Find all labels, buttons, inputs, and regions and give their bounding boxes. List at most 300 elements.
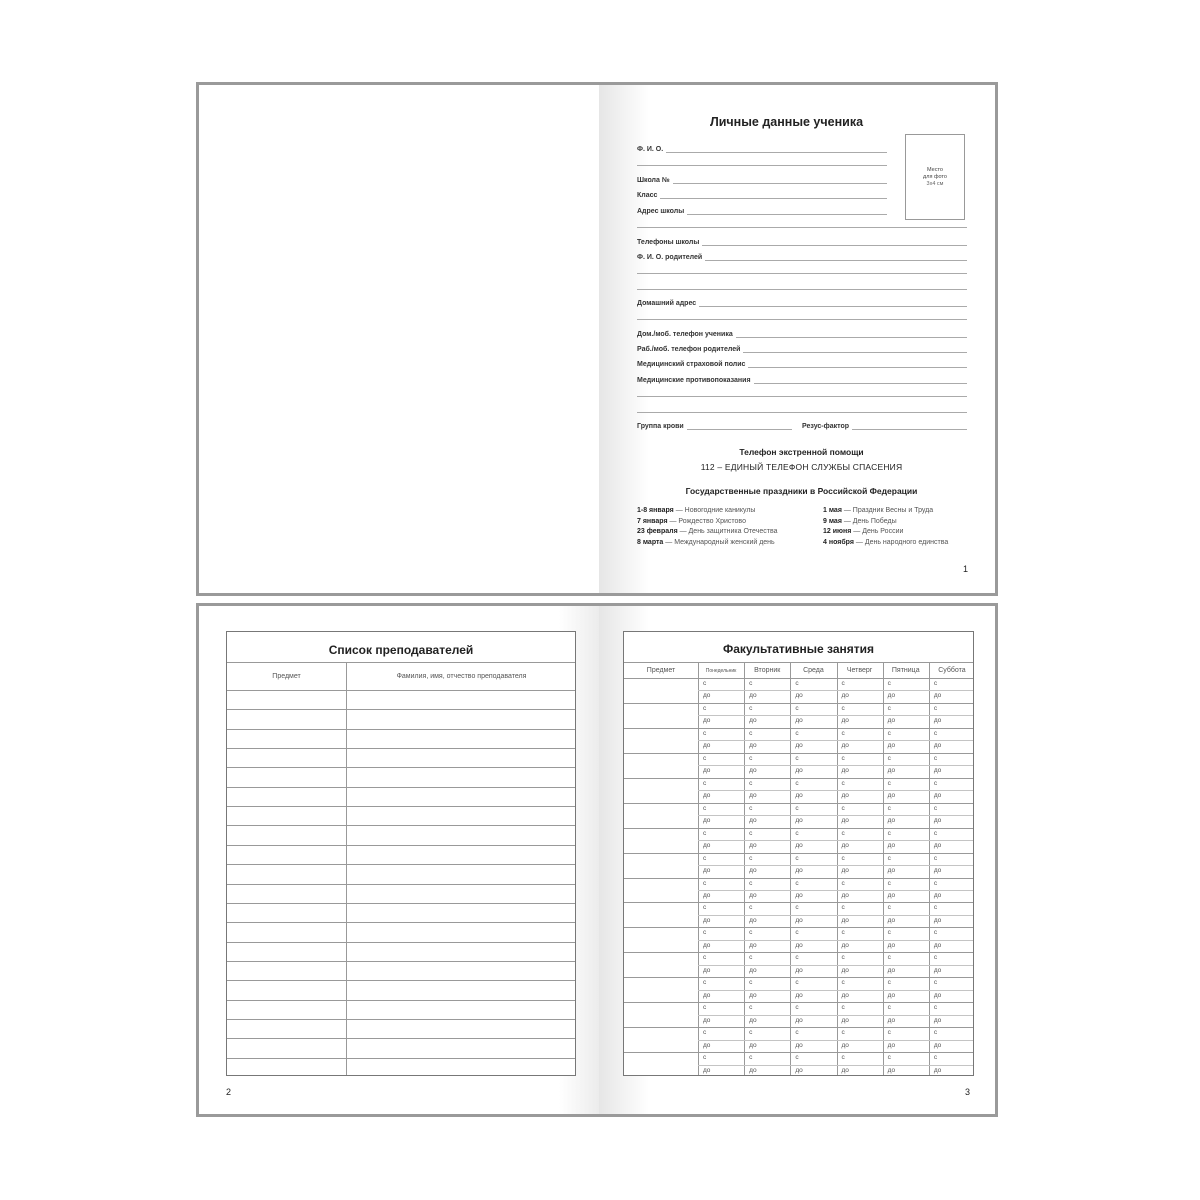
from-time-cell[interactable]: с (749, 704, 753, 712)
teacher-subject-cell[interactable] (227, 962, 345, 979)
to-time-cell[interactable]: до (841, 742, 849, 750)
teacher-subject-cell[interactable] (227, 981, 345, 998)
teacher-name-cell[interactable] (347, 962, 576, 979)
elective-subject-cell[interactable] (624, 903, 697, 926)
from-time-cell[interactable]: с (749, 929, 753, 937)
from-time-cell[interactable]: с (841, 904, 845, 912)
to-time-cell[interactable]: до (703, 1066, 711, 1074)
to-time-cell[interactable]: до (933, 1016, 942, 1024)
fio-label: Ф. И. О. (637, 146, 664, 153)
fio-line-2[interactable] (637, 165, 887, 166)
to-time-cell[interactable]: до (933, 1066, 942, 1074)
elective-subject-cell[interactable] (624, 704, 697, 727)
from-time-cell[interactable]: с (841, 954, 845, 962)
to-time-cell[interactable]: до (933, 717, 942, 725)
to-time-cell[interactable]: до (749, 991, 757, 999)
teacher-name-cell[interactable] (347, 923, 576, 940)
from-time-cell[interactable]: с (933, 979, 938, 987)
from-time-cell[interactable]: с (703, 779, 707, 787)
to-time-cell[interactable]: до (933, 1041, 942, 1049)
to-time-cell[interactable]: до (841, 941, 849, 949)
from-time-cell[interactable]: с (749, 804, 753, 812)
to-time-cell[interactable]: до (887, 941, 896, 949)
teacher-subject-cell[interactable] (227, 904, 345, 921)
to-time-cell[interactable]: до (933, 842, 942, 850)
photo-label-2: для фото (923, 174, 947, 181)
from-time-cell[interactable]: с (703, 954, 707, 962)
to-time-cell[interactable]: до (841, 916, 849, 924)
from-time-cell[interactable]: с (749, 904, 753, 912)
teacher-name-cell[interactable] (347, 981, 576, 998)
teacher-subject-cell[interactable] (227, 749, 345, 766)
to-time-cell[interactable]: до (749, 1066, 757, 1074)
from-time-cell[interactable]: с (703, 804, 707, 812)
fio-field[interactable] (637, 143, 887, 153)
to-time-cell[interactable]: до (887, 1016, 896, 1024)
to-time-cell[interactable]: до (841, 867, 849, 875)
from-time-cell[interactable]: с (703, 729, 707, 737)
from-to-divider (698, 1040, 973, 1041)
to-time-cell[interactable]: до (841, 817, 849, 825)
from-time-cell[interactable]: с (887, 779, 891, 787)
to-time-cell[interactable]: до (887, 842, 896, 850)
to-time-cell[interactable]: до (841, 1066, 849, 1074)
elective-subject-cell[interactable] (624, 1028, 697, 1051)
teacher-subject-cell[interactable] (227, 710, 345, 727)
photo-label-1: Место (927, 167, 943, 173)
to-time-cell[interactable]: до (841, 717, 849, 725)
to-time-cell[interactable]: до (749, 692, 757, 700)
from-time-cell[interactable]: с (703, 854, 707, 862)
elective-subject-cell[interactable] (624, 829, 697, 852)
from-time-cell[interactable]: с (933, 954, 938, 962)
elective-subject-cell[interactable] (624, 1053, 697, 1076)
day-column-divider (790, 662, 791, 1075)
from-time-cell[interactable]: с (841, 680, 845, 687)
from-time-cell[interactable]: с (795, 879, 799, 887)
to-time-cell[interactable]: до (841, 692, 849, 700)
from-to-divider (698, 740, 973, 741)
school-address-field[interactable] (637, 205, 887, 215)
from-time-cell[interactable]: с (703, 680, 707, 687)
to-time-cell[interactable]: до (795, 842, 803, 850)
from-time-cell[interactable]: с (749, 1004, 753, 1012)
from-time-cell[interactable]: с (795, 1029, 799, 1037)
from-time-cell[interactable]: с (887, 804, 891, 812)
from-time-cell[interactable]: с (795, 779, 799, 787)
teacher-subject-cell[interactable] (227, 1039, 345, 1056)
blood-group-label: Группа крови (637, 423, 684, 430)
from-time-cell[interactable]: с (795, 704, 799, 712)
home-address-field[interactable] (637, 297, 967, 307)
elective-subject-cell[interactable] (624, 804, 697, 827)
from-time-cell[interactable]: с (749, 1054, 753, 1062)
from-time-cell[interactable]: с (933, 904, 938, 912)
to-time-cell[interactable]: до (841, 966, 849, 974)
to-time-cell[interactable]: до (795, 991, 803, 999)
to-time-cell[interactable]: до (749, 966, 757, 974)
to-time-cell[interactable]: до (887, 692, 896, 700)
to-time-cell[interactable]: до (887, 1066, 896, 1074)
to-time-cell[interactable]: до (703, 817, 711, 825)
teacher-name-cell[interactable] (347, 826, 576, 843)
from-time-cell[interactable]: с (795, 680, 799, 687)
teacher-name-cell[interactable] (347, 943, 576, 960)
to-time-cell[interactable]: до (933, 867, 942, 875)
from-time-cell[interactable]: с (841, 779, 845, 787)
from-time-cell[interactable]: с (703, 879, 707, 887)
teacher-subject-cell[interactable] (227, 1001, 345, 1018)
from-time-cell[interactable]: с (841, 854, 845, 862)
parents-fio-line-3[interactable] (637, 289, 967, 290)
to-time-cell[interactable]: до (933, 817, 942, 825)
from-time-cell[interactable]: с (749, 829, 753, 837)
to-time-cell[interactable]: до (841, 1041, 849, 1049)
from-time-cell[interactable]: с (795, 829, 799, 837)
to-time-cell[interactable]: до (933, 991, 942, 999)
to-time-cell[interactable]: до (703, 991, 711, 999)
school-address-line-2[interactable] (637, 227, 967, 228)
from-time-cell[interactable]: с (749, 879, 753, 887)
teacher-subject-cell[interactable] (227, 943, 345, 960)
from-time-cell[interactable]: с (933, 804, 938, 812)
elective-subject-cell[interactable] (624, 679, 697, 702)
holiday-item: 12 июня — День России (823, 528, 904, 535)
to-time-cell[interactable]: до (841, 792, 849, 800)
from-time-cell[interactable]: с (703, 1054, 707, 1062)
to-time-cell[interactable]: до (795, 916, 803, 924)
teacher-name-cell[interactable] (347, 807, 576, 824)
to-time-cell[interactable]: до (933, 891, 942, 899)
to-time-cell[interactable]: до (887, 991, 896, 999)
to-time-cell[interactable]: до (749, 792, 757, 800)
from-time-cell[interactable]: с (933, 779, 938, 787)
from-to-divider (698, 1065, 973, 1066)
teacher-subject-cell[interactable] (227, 730, 345, 747)
teacher-name-header: Фамилия, имя, отчество преподавателя (396, 673, 527, 680)
from-to-divider (698, 690, 973, 691)
from-time-cell[interactable]: с (795, 804, 799, 812)
to-time-cell[interactable]: до (795, 1066, 803, 1074)
from-time-cell[interactable]: с (795, 754, 799, 762)
from-time-cell[interactable]: с (887, 879, 891, 887)
teacher-name-cell[interactable] (347, 710, 576, 727)
from-time-cell[interactable]: с (795, 929, 799, 937)
to-time-cell[interactable]: до (749, 1016, 757, 1024)
to-time-cell[interactable]: до (703, 1041, 711, 1049)
elective-subject-cell[interactable] (624, 1003, 697, 1026)
from-time-cell[interactable]: с (749, 979, 753, 987)
from-time-cell[interactable]: с (795, 954, 799, 962)
teacher-subject-cell[interactable] (227, 923, 345, 940)
from-time-cell[interactable]: с (841, 729, 845, 737)
to-time-cell[interactable]: до (933, 916, 942, 924)
to-time-cell[interactable]: до (795, 891, 803, 899)
teacher-subject-cell[interactable] (227, 1020, 345, 1037)
from-time-cell[interactable]: с (887, 829, 891, 837)
to-time-cell[interactable]: до (703, 717, 711, 725)
elective-subject-cell[interactable] (624, 953, 697, 976)
to-time-cell[interactable]: до (795, 867, 803, 875)
from-time-cell[interactable]: с (703, 979, 707, 987)
from-time-cell[interactable]: с (749, 1029, 753, 1037)
from-time-cell[interactable]: с (887, 929, 891, 937)
day-column-divider (929, 662, 930, 1075)
class-field[interactable] (637, 189, 887, 199)
from-time-cell[interactable]: с (933, 754, 938, 762)
contraindications-line-2[interactable] (637, 396, 967, 397)
teacher-name-cell[interactable] (347, 788, 576, 805)
to-time-cell[interactable]: до (749, 817, 757, 825)
page-number: 2 (226, 1087, 232, 1097)
from-time-cell[interactable]: с (703, 829, 707, 837)
from-time-cell[interactable]: с (841, 829, 845, 837)
elective-subject-cell[interactable] (624, 779, 697, 802)
to-time-cell[interactable]: до (887, 717, 896, 725)
from-time-cell[interactable]: с (933, 1029, 938, 1037)
teacher-name-cell[interactable] (347, 1020, 576, 1037)
insurance-field[interactable] (637, 358, 967, 368)
from-time-cell[interactable]: с (841, 804, 845, 812)
teacher-name-cell[interactable] (347, 885, 576, 902)
to-time-cell[interactable]: до (841, 891, 849, 899)
teacher-subject-cell[interactable] (227, 1059, 345, 1076)
from-time-cell[interactable]: с (703, 704, 707, 712)
teacher-name-cell[interactable] (347, 730, 576, 747)
from-time-cell[interactable]: с (841, 979, 845, 987)
to-time-cell[interactable]: до (703, 891, 711, 899)
elective-subject-cell[interactable] (624, 879, 697, 902)
to-time-cell[interactable]: до (749, 742, 757, 750)
to-time-cell[interactable]: до (795, 817, 803, 825)
to-time-cell[interactable]: до (933, 692, 942, 700)
day-column-divider (744, 662, 745, 1075)
teacher-subject-cell[interactable] (227, 807, 345, 824)
to-time-cell[interactable]: до (887, 792, 896, 800)
teacher-subject-cell[interactable] (227, 768, 345, 785)
from-time-cell[interactable]: с (703, 754, 707, 762)
teachers-table (226, 631, 576, 1076)
to-time-cell[interactable]: до (749, 717, 757, 725)
teacher-name-cell[interactable] (347, 691, 576, 708)
blood-group-field[interactable] (637, 420, 792, 430)
day-column-divider (698, 662, 699, 1075)
to-time-cell[interactable]: до (841, 767, 849, 775)
to-time-cell[interactable]: до (703, 692, 711, 700)
from-time-cell[interactable]: с (887, 729, 891, 737)
rh-factor-field[interactable] (802, 420, 967, 430)
from-time-cell[interactable]: с (933, 680, 938, 687)
from-time-cell[interactable]: с (841, 1029, 845, 1037)
elective-subject-cell[interactable] (624, 854, 697, 877)
to-time-cell[interactable]: до (703, 742, 711, 750)
to-time-cell[interactable]: до (795, 767, 803, 775)
student-phone-field[interactable] (637, 328, 967, 338)
teacher-subject-cell[interactable] (227, 826, 345, 843)
to-time-cell[interactable]: до (887, 1041, 896, 1049)
to-time-cell[interactable]: до (933, 941, 942, 949)
from-time-cell[interactable]: с (703, 1004, 707, 1012)
holiday-item: 1-8 января — Новогодние каникулы (637, 507, 756, 514)
teacher-name-cell[interactable] (347, 749, 576, 766)
to-time-cell[interactable]: до (887, 916, 896, 924)
from-time-cell[interactable]: с (795, 854, 799, 862)
from-time-cell[interactable]: с (795, 1054, 799, 1062)
from-time-cell[interactable]: с (795, 904, 799, 912)
from-time-cell[interactable]: с (933, 704, 938, 712)
to-time-cell[interactable]: до (749, 842, 757, 850)
teacher-name-cell[interactable] (347, 865, 576, 882)
to-time-cell[interactable]: до (703, 842, 711, 850)
day-header-5: Пятница (891, 667, 920, 674)
from-time-cell[interactable]: с (703, 1029, 707, 1037)
holidays-title: Государственные праздники в Российской Федерации (685, 486, 918, 496)
from-time-cell[interactable]: с (887, 1029, 891, 1037)
teacher-name-cell[interactable] (347, 768, 576, 785)
school-label: Школа № (637, 177, 670, 184)
to-time-cell[interactable]: до (887, 867, 896, 875)
to-time-cell[interactable]: до (795, 966, 803, 974)
holiday-item: 7 января — Рождество Христово (637, 517, 746, 525)
from-time-cell[interactable]: с (749, 954, 753, 962)
teacher-name-cell[interactable] (347, 1001, 576, 1018)
to-time-cell[interactable]: до (703, 1016, 711, 1024)
parents-phone-field[interactable] (637, 343, 967, 353)
contraindications-field[interactable] (637, 374, 967, 384)
to-time-cell[interactable]: до (795, 717, 803, 725)
from-time-cell[interactable]: с (887, 954, 891, 962)
teacher-subject-cell[interactable] (227, 691, 345, 708)
from-time-cell[interactable]: с (749, 754, 753, 762)
to-time-cell[interactable]: до (795, 941, 803, 949)
from-time-cell[interactable]: с (795, 1004, 799, 1012)
to-time-cell[interactable]: до (933, 966, 942, 974)
from-time-cell[interactable]: с (933, 879, 938, 887)
from-time-cell[interactable]: с (841, 754, 845, 762)
from-time-cell[interactable]: с (933, 1004, 938, 1012)
to-time-cell[interactable]: до (841, 1016, 849, 1024)
teacher-name-cell[interactable] (347, 1039, 576, 1056)
blank-inner-cover (199, 85, 599, 593)
from-time-cell[interactable]: с (887, 680, 891, 687)
from-time-cell[interactable]: с (703, 904, 707, 912)
parents-fio-line-2[interactable] (637, 273, 967, 274)
school-field[interactable] (637, 174, 887, 184)
to-time-cell[interactable]: до (703, 916, 711, 924)
teacher-subject-cell[interactable] (227, 885, 345, 902)
from-to-divider (698, 790, 973, 791)
from-time-cell[interactable]: с (887, 854, 891, 862)
from-time-cell[interactable]: с (933, 929, 938, 937)
from-time-cell[interactable]: с (749, 729, 753, 737)
electives-table (623, 631, 974, 1076)
from-time-cell[interactable]: с (841, 1054, 845, 1062)
elective-subject-cell[interactable] (624, 928, 697, 951)
to-time-cell[interactable]: до (887, 742, 896, 750)
teacher-name-cell[interactable] (347, 904, 576, 921)
elective-subject-header: Предмет (646, 667, 676, 674)
to-time-cell[interactable]: до (749, 767, 757, 775)
to-time-cell[interactable]: до (795, 742, 803, 750)
to-time-cell[interactable]: до (933, 742, 942, 750)
from-to-divider (698, 965, 973, 966)
parents-fio-label: Ф. И. О. родителей (637, 254, 703, 261)
school-address-label: Адрес школы (637, 208, 685, 215)
teacher-name-cell[interactable] (347, 846, 576, 863)
elective-subject-cell[interactable] (624, 754, 697, 777)
to-time-cell[interactable]: до (749, 867, 757, 875)
to-time-cell[interactable]: до (795, 792, 803, 800)
elective-subject-cell[interactable] (624, 978, 697, 1001)
from-time-cell[interactable]: с (841, 929, 845, 937)
from-time-cell[interactable]: с (887, 754, 891, 762)
contraindications-line-3[interactable] (637, 412, 967, 413)
to-time-cell[interactable]: до (933, 792, 942, 800)
to-time-cell[interactable]: до (703, 792, 711, 800)
to-time-cell[interactable]: до (749, 941, 757, 949)
from-time-cell[interactable]: с (933, 829, 938, 837)
teacher-subject-cell[interactable] (227, 788, 345, 805)
to-time-cell[interactable]: до (795, 1041, 803, 1049)
from-to-divider (698, 890, 973, 891)
to-time-cell[interactable]: до (841, 842, 849, 850)
parents-fio-field[interactable] (637, 251, 967, 261)
from-time-cell[interactable]: с (749, 680, 753, 687)
to-time-cell[interactable]: до (841, 991, 849, 999)
to-time-cell[interactable]: до (887, 966, 896, 974)
from-time-cell[interactable]: с (933, 1054, 938, 1062)
to-time-cell[interactable]: до (933, 767, 942, 775)
from-time-cell[interactable]: с (933, 729, 938, 737)
to-time-cell[interactable]: до (795, 692, 803, 700)
teacher-name-cell[interactable] (347, 1059, 576, 1076)
to-time-cell[interactable]: до (703, 867, 711, 875)
from-time-cell[interactable]: с (933, 854, 938, 862)
to-time-cell[interactable]: до (749, 1041, 757, 1049)
school-phones-field[interactable] (637, 236, 967, 246)
from-time-cell[interactable]: с (749, 779, 753, 787)
teacher-subject-cell[interactable] (227, 865, 345, 882)
from-time-cell[interactable]: с (703, 929, 707, 937)
to-time-cell[interactable]: до (749, 916, 757, 924)
from-time-cell[interactable]: с (795, 729, 799, 737)
from-time-cell[interactable]: с (887, 1054, 891, 1062)
to-time-cell[interactable]: до (887, 891, 896, 899)
holiday-item: 8 марта — Международный женский день (637, 538, 775, 546)
from-time-cell[interactable]: с (887, 1004, 891, 1012)
elective-subject-cell[interactable] (624, 729, 697, 752)
to-time-cell[interactable]: до (703, 941, 711, 949)
home-address-line-2[interactable] (637, 319, 967, 320)
insurance-label: Медицинский страховой полис (637, 361, 746, 368)
from-time-cell[interactable]: с (841, 879, 845, 887)
from-time-cell[interactable]: с (841, 704, 845, 712)
from-time-cell[interactable]: с (795, 979, 799, 987)
from-time-cell[interactable]: с (887, 704, 891, 712)
from-time-cell[interactable]: с (887, 979, 891, 987)
to-time-cell[interactable]: до (887, 817, 896, 825)
to-time-cell[interactable]: до (795, 1016, 803, 1024)
to-time-cell[interactable]: до (749, 891, 757, 899)
from-time-cell[interactable]: с (887, 904, 891, 912)
from-time-cell[interactable]: с (841, 1004, 845, 1012)
to-time-cell[interactable]: до (887, 767, 896, 775)
to-time-cell[interactable]: до (703, 966, 711, 974)
from-time-cell[interactable]: с (749, 854, 753, 862)
to-time-cell[interactable]: до (703, 767, 711, 775)
student-data-page (599, 85, 995, 593)
teacher-subject-cell[interactable] (227, 846, 345, 863)
